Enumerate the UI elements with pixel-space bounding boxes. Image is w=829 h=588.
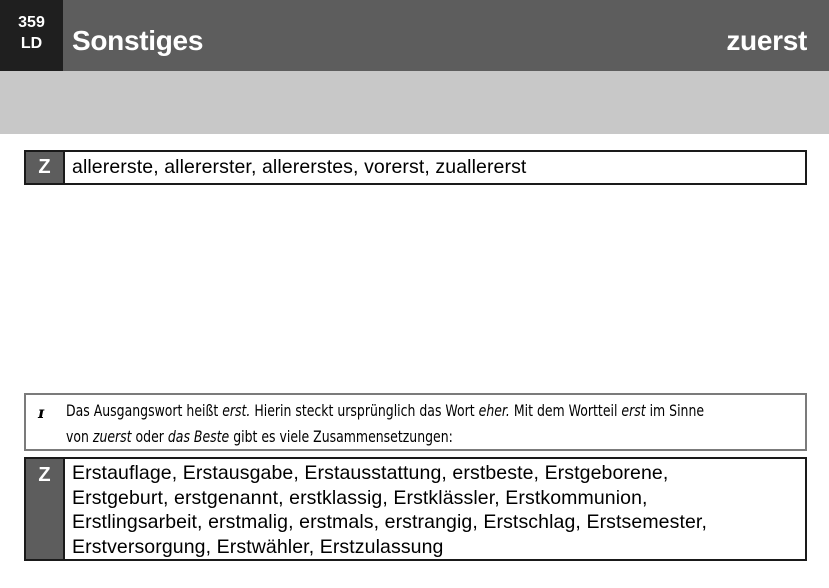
z-tag: Z <box>26 459 65 559</box>
info-italic-i-icon: ɪ <box>38 403 45 422</box>
word-box-1 <box>24 150 807 185</box>
word-list-line: Erstversorgung, Erstwähler, Erstzulassung <box>72 535 444 558</box>
word-list-line: Erstauflage, Erstausgabe, Erstausstattung, erstbeste, Erstgeborene, <box>72 462 669 484</box>
z-tag: Z <box>26 152 65 183</box>
info-line-1: Das Ausgangswort heißt erst. Hierin steckt ursprünglich das Wort eher. Mit dem Wortteil erst im Sinne <box>66 401 705 420</box>
keyword-title: zuerst <box>726 25 807 56</box>
header-subband <box>0 71 829 134</box>
page-number: 359 <box>18 14 45 31</box>
info-box <box>24 393 807 451</box>
section-title: Sonstiges <box>72 25 204 56</box>
info-line-2: von zuerst oder das Beste gibt es viele Zusammensetzungen: <box>66 427 453 446</box>
page-badge <box>0 0 63 71</box>
word-list <box>65 459 805 559</box>
word-box-2 <box>24 457 807 561</box>
page-header <box>0 0 829 71</box>
word-list: allererste, allererster, allererstes, vorerst, zuallererst <box>72 156 527 178</box>
page-code: LD <box>20 35 43 52</box>
word-list-line: Erstgeburt, erstgenannt, erstklassig, Erstklässler, Erstkommunion, <box>72 486 648 509</box>
word-list-line: Erstlingsarbeit, erstmalig, erstmals, erstrangig, Erstschlag, Erstsemester, <box>72 511 707 533</box>
